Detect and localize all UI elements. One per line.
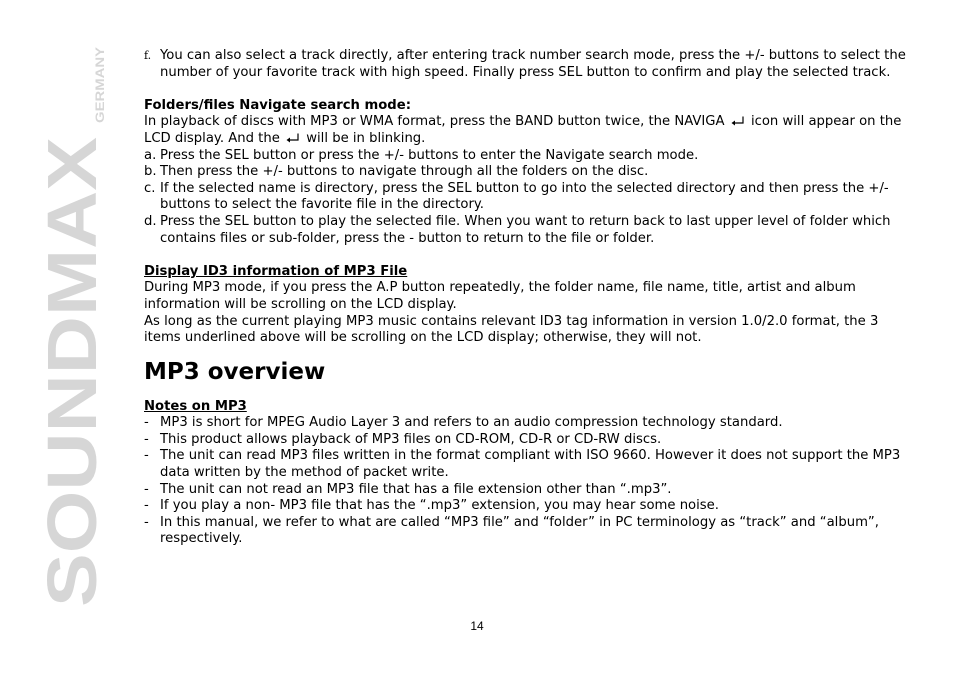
- list-marker: -: [144, 481, 149, 497]
- list-text: The unit can not read an MP3 file that has a file extension other than “.mp3”.: [160, 481, 672, 497]
- list-item: [144, 48, 914, 81]
- list-marker: c.: [144, 180, 156, 196]
- list-text: MP3 is short for MPEG Audio Layer 3 and refers to an audio compression technology standard.: [160, 415, 783, 431]
- page-content: [144, 48, 914, 548]
- section-title-id3: Display ID3 information of MP3 File: [144, 263, 408, 279]
- list-marker: d.: [144, 213, 157, 229]
- page-number: 14: [470, 619, 484, 633]
- list-item: [144, 448, 914, 481]
- notes-list: [144, 415, 914, 548]
- list-marker: -: [144, 431, 149, 447]
- enter-return-icon: [286, 133, 300, 143]
- enter-return-icon: [731, 116, 745, 126]
- brand-country: GERMANY: [93, 61, 107, 123]
- navigate-steps-list: [144, 148, 914, 248]
- list-item: [144, 498, 914, 515]
- folders-intro-part-3: will be in blinking.: [306, 130, 426, 146]
- list-item: [144, 148, 914, 165]
- list-text: This product allows playback of MP3 files on CD-ROM, CD-R or CD-RW discs.: [160, 431, 662, 447]
- list-text: Press the SEL button to play the selected file. When you want to return back to last upper level of folder which contains files or sub-folder, press the - button to return to the file or folder.: [160, 213, 891, 246]
- folders-intro-part-1: In playback of discs with MP3 or WMA format, press the BAND button twice, the NAVIGA: [144, 114, 725, 130]
- list-item: [144, 482, 914, 499]
- list-item: [144, 432, 914, 449]
- list-marker: b.: [144, 164, 157, 180]
- list-marker: -: [144, 514, 149, 530]
- list-item: [144, 515, 914, 548]
- folders-intro-part-2: icon will appear on the LCD display. And the: [144, 114, 902, 146]
- list-marker: -: [144, 498, 149, 514]
- list-text: You can also select a track directly, after entering track number search mode, press the +/- buttons to select the number of your favorite track with high speed. Finally press SEL button to confirm and play the selected track.: [160, 48, 906, 80]
- list-marker: a.: [144, 147, 157, 163]
- brand-logo: [33, 45, 111, 610]
- list-item: [144, 415, 914, 432]
- list-text: Press the SEL button or press the +/- buttons to enter the Navigate search mode.: [160, 147, 699, 163]
- list-text: If you play a non- MP3 file that has the “.mp3” extension, you may hear some noise.: [160, 498, 719, 514]
- section-title-folders: Folders/files Navigate search mode:: [144, 97, 411, 113]
- folders-intro: [144, 114, 914, 147]
- list-text: In this manual, we refer to what are called “MP3 file” and “folder” in PC terminology as “track” and “album”, respectively.: [160, 514, 879, 547]
- list-item: [144, 164, 914, 181]
- section-title-notes: Notes on MP3: [144, 398, 247, 414]
- list-marker: f.: [144, 49, 152, 62]
- list-text: The unit can read MP3 files written in the format compliant with ISO 9660. However it does not support the MP3 data written by the method of packet write.: [160, 448, 901, 481]
- list-item-f-group: [144, 48, 914, 81]
- page-heading-mp3-overview: MP3 overview: [144, 358, 326, 385]
- list-item: [144, 181, 914, 214]
- list-text: If the selected name is directory, press the SEL button to go into the selected directory and then press the +/- buttons to select the favorite file in the directory.: [160, 180, 889, 213]
- list-text: Then press the +/- buttons to navigate through all the folders on the disc.: [160, 164, 649, 180]
- list-marker: -: [144, 448, 149, 464]
- id3-paragraph-1: During MP3 mode, if you press the A.P button repeatedly, the folder name, file name, title, artist and album information will be scrolling on the LCD display.: [144, 280, 856, 312]
- list-item: [144, 214, 914, 247]
- brand-name: SOUNDMAX: [33, 198, 111, 607]
- list-marker: -: [144, 415, 149, 431]
- id3-paragraph-2: As long as the current playing MP3 music contains relevant ID3 tag information in version 1.0/2.0 format, the 3 items underlined above will be scrolling on the LCD display; otherwise, they will not.: [144, 313, 879, 346]
